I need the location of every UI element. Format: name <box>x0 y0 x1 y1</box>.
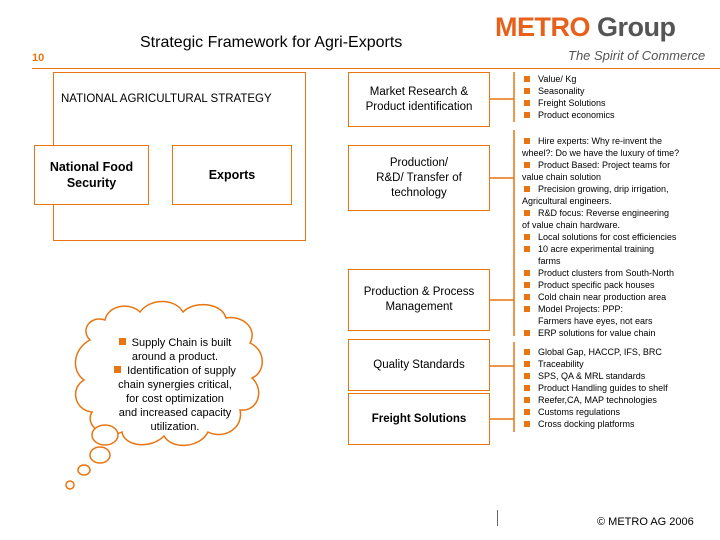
bullet-continuation: Farmers have eyes, not ears <box>538 316 653 326</box>
bullet-item: Product specific pack houses <box>522 279 720 291</box>
box-line: technology <box>391 186 447 199</box>
logo-brand-group: Group <box>597 12 676 42</box>
bullet-icon <box>119 338 126 345</box>
bullet-item: Product clusters from South-North <box>522 267 720 279</box>
cloud-line: chain synergies critical, <box>118 379 232 391</box>
box-line: Management <box>385 301 453 313</box>
cloud-line: around a product. <box>131 351 219 363</box>
logo-tagline: The Spirit of Commerce <box>568 48 706 63</box>
freight-solutions-box <box>348 393 490 445</box>
bullet-continuation: wheel?: Do we have the luxury of time? <box>522 148 680 158</box>
bullet-item: Value/ Kg <box>522 73 720 85</box>
production-list <box>522 135 720 339</box>
bullet-item: Seasonality <box>522 85 720 97</box>
bullet-continuation: value chain solution <box>522 172 602 182</box>
header-divider <box>32 68 720 69</box>
food-security-line: National Food <box>49 160 134 174</box>
bullet-item: Cross docking platforms <box>522 418 720 430</box>
box-line: Freight Solutions <box>371 412 467 425</box>
page-title: Strategic Framework for Agri-Exports <box>140 34 403 51</box>
bullet-item: Freight Solutions <box>522 97 720 109</box>
bullet-icon <box>114 366 121 373</box>
metro-group-logo <box>495 12 706 70</box>
cloud-line-text: Identification of supply <box>127 365 236 377</box>
box-line: R&D/ Transfer of <box>376 171 462 184</box>
bullet-item: Precision growing, drip irrigation, <box>522 183 720 195</box>
cloud-line: and increased capacity <box>118 407 232 419</box>
bullet-item: Product economics <box>522 109 720 121</box>
bullet-item: Product Handling guides to shelf <box>522 382 720 394</box>
food-security-line: Security <box>66 176 117 190</box>
bullet-item: Model Projects: PPP: <box>522 303 720 315</box>
box-line: Production/ <box>389 156 449 169</box>
bullet-item: Hire experts: Why re-invent the <box>522 135 720 147</box>
bullet-item: R&D focus: Reverse engineering <box>522 207 720 219</box>
exports-label: Exports <box>208 168 256 182</box>
cloud-line: for cost optimization <box>126 393 224 405</box>
bullet-item: Traceability <box>522 358 720 370</box>
quality-standards-box <box>348 339 490 391</box>
bullet-item: 10 acre experimental training <box>522 243 720 255</box>
food-security-box <box>34 145 149 205</box>
market-research-box <box>348 72 490 127</box>
bullet-continuation: Agricultural engineers. <box>522 196 612 206</box>
box-line: Market Research & <box>369 85 469 98</box>
quality-freight-list <box>522 346 720 430</box>
bullet-item: Customs regulations <box>522 406 720 418</box>
bullet-continuation: of value chain hardware. <box>522 220 621 230</box>
strategy-title: NATIONAL AGRICULTURAL STRATEGY <box>61 93 272 105</box>
page-number: 10 <box>32 52 45 64</box>
cloud-text <box>104 336 246 434</box>
exports-box <box>172 145 292 205</box>
market-research-list <box>522 73 720 121</box>
box-line: Product identification <box>365 100 473 113</box>
bullet-item: Global Gap, HACCP, IFS, BRC <box>522 346 720 358</box>
production-rnd-box <box>348 145 490 211</box>
bullet-item: Product Based: Project teams for <box>522 159 720 171</box>
production-process-box <box>348 269 490 331</box>
box-line: Quality Standards <box>373 358 465 371</box>
logo-brand-metro: METRO <box>495 12 590 42</box>
bullet-continuation: farms <box>538 256 561 266</box>
bullet-item: Cold chain near production area <box>522 291 720 303</box>
copyright: © METRO AG 2006 <box>597 516 694 528</box>
cloud-line <box>104 336 246 350</box>
bullet-item: ERP solutions for value chain <box>522 327 720 339</box>
cloud-line: utilization. <box>150 421 200 433</box>
box-line: Production & Process <box>363 286 475 298</box>
cloud-line-text: Supply Chain is built <box>131 337 232 349</box>
cloud-line <box>104 364 246 378</box>
bullet-item: Local solutions for cost efficiencies <box>522 231 720 243</box>
bullet-item: Reefer,CA, MAP technologies <box>522 394 720 406</box>
footer-divider <box>497 510 498 526</box>
bullet-item: SPS, QA & MRL standards <box>522 370 720 382</box>
